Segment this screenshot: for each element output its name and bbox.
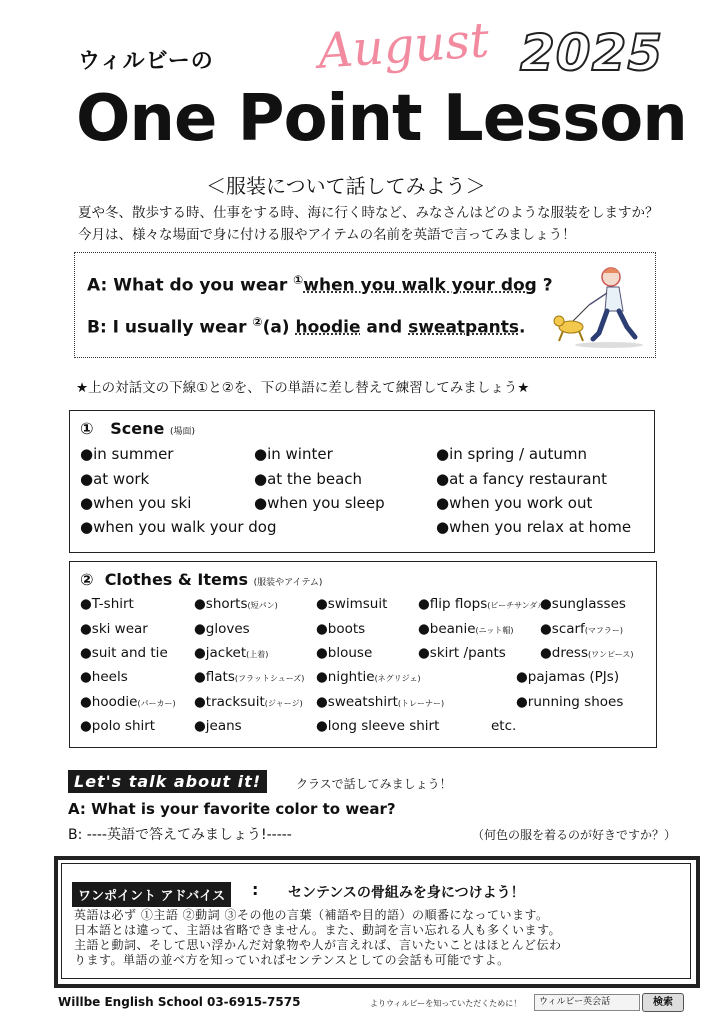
- clothes-item: [316, 621, 365, 637]
- clothes-item: [194, 718, 242, 734]
- clothes-number: ②: [80, 570, 94, 589]
- advice-line: 英語は必ず ①主語 ②動詞 ③その他の言葉（補語や目的語）の順番になっています。: [74, 908, 549, 922]
- clothes-item: [80, 645, 168, 661]
- advice-line: 日本語とは違って、主語は省略できません。また、動詞を言い忘れる人も多くいます。: [74, 923, 562, 937]
- clothes-item-en: ●dress: [540, 645, 588, 661]
- dialog-box: [74, 252, 656, 358]
- clothes-item: [194, 669, 304, 685]
- dialog-a-num: ①: [293, 273, 304, 287]
- search-button[interactable]: 検索: [642, 993, 684, 1012]
- scene-title: Scene: [110, 419, 165, 438]
- scene-item: ●in summer: [80, 445, 174, 463]
- clothes-item: [80, 596, 134, 612]
- clothes-item-en: ●jeans: [194, 718, 242, 734]
- advice-inner: [61, 863, 691, 979]
- scene-item: ●at a fancy restaurant: [436, 470, 607, 488]
- clothes-item-en: ●sweatshirt: [316, 694, 398, 710]
- intro-line-2: 今月は、様々な場面で身に付ける服やアイテムの名前を英語で言ってみましょう！: [78, 227, 576, 243]
- clothes-item-en: ●suit and tie: [80, 645, 168, 661]
- clothes-item-en: ●heels: [80, 669, 128, 685]
- footer-school: Willbe English School 03-6915-7575: [58, 995, 301, 1009]
- clothes-item: [194, 694, 303, 710]
- clothes-item: [316, 669, 421, 685]
- clothes-item: [316, 645, 372, 661]
- clothes-item: [540, 645, 634, 661]
- clothes-item-jp: (マフラー): [584, 626, 624, 635]
- clothes-item-en: ●running shoes: [516, 694, 624, 710]
- scene-item: ●at work: [80, 470, 150, 488]
- clothes-item-en: ●T-shirt: [80, 596, 134, 612]
- talk-badge: Let's talk about it!: [68, 770, 267, 793]
- clothes-title-jp: (服装やアイテム): [253, 578, 323, 588]
- clothes-item-en: ●beanie: [418, 621, 476, 637]
- clothes-item: [516, 694, 623, 710]
- advice-tag: ワンポイント アドバイス: [72, 882, 231, 907]
- clothes-item: [316, 718, 439, 734]
- clothes-item-en: ●polo shirt: [80, 718, 156, 734]
- clothes-item-en: ●ski wear: [80, 621, 148, 637]
- clothes-item: [194, 596, 278, 612]
- clothes-item-en: etc.: [491, 718, 517, 734]
- clothes-item-en: ●skirt /pants: [418, 645, 506, 661]
- scene-item: ●when you sleep: [254, 494, 385, 512]
- dialog-line-a: [87, 273, 553, 296]
- intro-text: [78, 202, 698, 246]
- dialog-b-num: ②: [252, 315, 263, 329]
- page-subtitle: ＜服装について話してみよう＞: [206, 174, 486, 198]
- clothes-item-jp: (トレーナー): [397, 699, 445, 708]
- clothes-item-jp: (上着): [246, 650, 269, 659]
- clothes-item: [80, 694, 176, 710]
- search-input[interactable]: ウィルビー英会話: [534, 994, 640, 1011]
- dialog-b-item1: hoodie: [295, 317, 361, 338]
- clothes-item: [194, 621, 250, 637]
- talk-note: クラスで話してみましょう！: [296, 777, 452, 791]
- clothes-title: Clothes & Items: [104, 570, 249, 589]
- clothes-heading: [80, 570, 322, 589]
- dialog-b-suffix: .: [519, 317, 526, 338]
- scene-heading: [80, 419, 195, 438]
- clothes-item: [316, 694, 444, 710]
- advice-line: 主語と動詞、そして思い浮かんだ対象物や人が言えれば、言いたいことはほとんど伝わ: [74, 938, 562, 952]
- clothes-item-jp: (ネグリジェ): [374, 674, 421, 683]
- clothes-item-jp: (ワンピース): [587, 650, 634, 659]
- talk-answer: B: ----英語で答えてみましょう!-----: [68, 827, 292, 843]
- instruction-text: ★上の対話文の下線①と②を、下の単語に差し替えて練習してみましょう★: [76, 380, 530, 396]
- dialog-a-prefix: A: What do you wear: [87, 275, 294, 296]
- dog-walker-illustration: [549, 261, 649, 349]
- clothes-item: [491, 718, 516, 734]
- clothes-item-jp: (ニット帽): [475, 626, 514, 635]
- clothes-item-en: ●long sleeve shirt: [316, 718, 440, 734]
- clothes-item: [418, 596, 548, 612]
- clothes-item-en: ●blouse: [316, 645, 373, 661]
- clothes-box: [69, 561, 657, 748]
- scene-item: ●when you walk your dog: [80, 518, 277, 536]
- scene-number: ①: [80, 419, 94, 438]
- brand-name: ウィルビーの: [78, 49, 214, 74]
- clothes-item-jp: (短パン): [247, 601, 278, 610]
- clothes-item-en: ●swimsuit: [316, 596, 388, 612]
- dialog-b-article: (a): [262, 317, 296, 338]
- dialog-b-and: and: [360, 317, 409, 338]
- advice-title: センテンスの骨組みを身につけよう！: [288, 885, 525, 901]
- clothes-item-en: ●shorts: [194, 596, 248, 612]
- clothes-item: [418, 645, 506, 661]
- scene-title-jp: (場面): [169, 427, 195, 437]
- scene-item: ●in winter: [254, 445, 333, 463]
- clothes-item-en: ●hoodie: [80, 694, 138, 710]
- clothes-item: [540, 596, 626, 612]
- clothes-item-jp: (フラットシューズ): [234, 674, 305, 683]
- clothes-item: [516, 669, 619, 685]
- advice-box: [54, 856, 700, 988]
- clothes-item-en: ●nightie: [316, 669, 375, 685]
- clothes-item: [540, 621, 623, 637]
- clothes-item-en: ●gloves: [194, 621, 250, 637]
- advice-line: ります。単語の並べ方を知っていればセンテンスとしての会話も可能ですよ。: [74, 953, 510, 967]
- clothes-item: [80, 621, 148, 637]
- dialog-line-b: [87, 315, 526, 338]
- clothes-item-en: ●tracksuit: [194, 694, 265, 710]
- scene-item: ●at the beach: [254, 470, 363, 488]
- dialog-b-item2: sweatpants: [408, 317, 520, 338]
- scene-item: ●when you relax at home: [436, 518, 632, 536]
- clothes-item-jp: (ジャージ): [264, 699, 303, 708]
- footer-note: よりウィルビーを知っていただくために！: [370, 999, 522, 1008]
- month-label: August: [316, 12, 491, 80]
- advice-body: [74, 908, 684, 968]
- scene-item: ●when you ski: [80, 494, 192, 512]
- intro-line-1: 夏や冬、散歩する時、仕事をする時、海に行く時など、みなさんはどのような服装をしますか？: [78, 205, 659, 221]
- talk-question: A: What is your favorite color to wear?: [68, 800, 396, 818]
- clothes-item-en: ●pajamas (PJs): [516, 669, 620, 685]
- clothes-item: [316, 596, 387, 612]
- clothes-item: [194, 645, 268, 661]
- dialog-a-underlined: when you walk your dog: [303, 275, 537, 296]
- clothes-item-en: ●scarf: [540, 621, 585, 637]
- year-label: 2025: [520, 24, 664, 82]
- clothes-item-jp: (ビーチサンダル): [487, 601, 549, 610]
- clothes-item-en: ●flats: [194, 669, 235, 685]
- clothes-item-en: ●boots: [316, 621, 366, 637]
- clothes-item: [80, 718, 155, 734]
- scene-item: ●when you work out: [436, 494, 593, 512]
- dialog-b-prefix: B: I usually wear: [87, 317, 253, 338]
- dialog-a-suffix: ?: [536, 275, 553, 296]
- clothes-item-en: ●flip flops: [418, 596, 488, 612]
- page-title: One Point Lesson: [76, 82, 687, 156]
- clothes-item-en: ●jacket: [194, 645, 247, 661]
- scene-box: [69, 410, 655, 553]
- clothes-item: [80, 669, 128, 685]
- clothes-item-en: ●sunglasses: [540, 596, 626, 612]
- clothes-item: [418, 621, 513, 637]
- scene-item: ●in spring / autumn: [436, 445, 588, 463]
- clothes-item-jp: (パーカー): [137, 699, 176, 708]
- talk-answer-note: （何色の服を着るのが好きですか？）: [472, 828, 677, 842]
- advice-colon: :: [252, 880, 259, 899]
